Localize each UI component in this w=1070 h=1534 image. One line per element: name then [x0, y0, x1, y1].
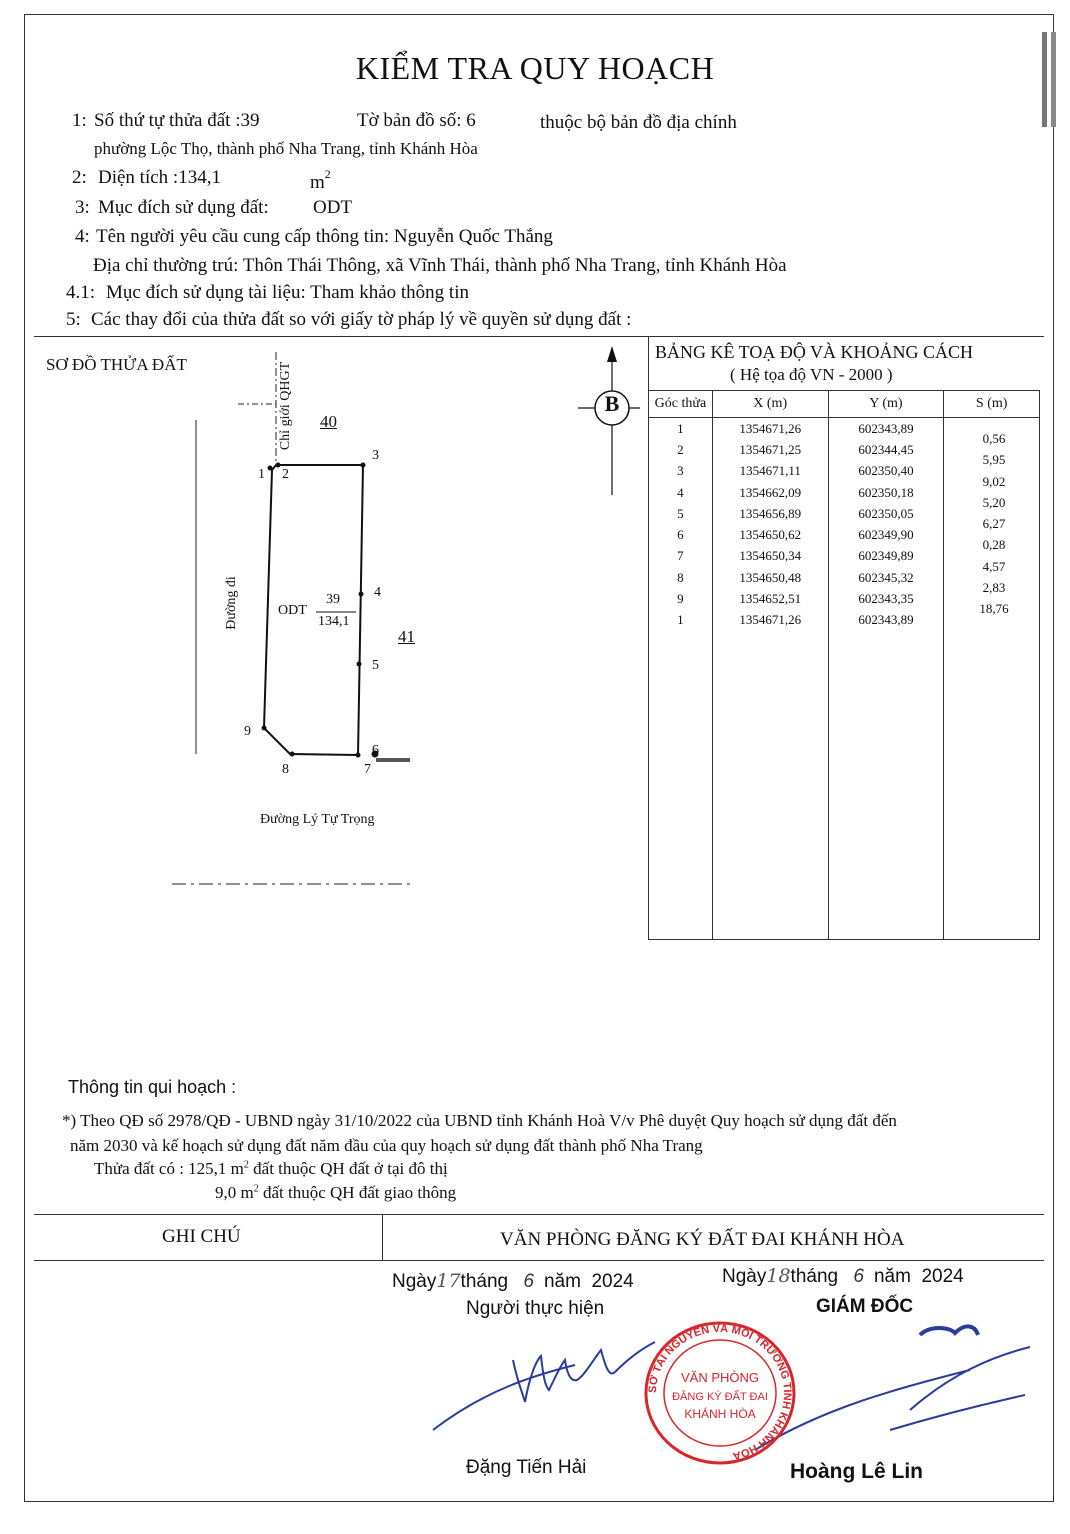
- planning-line-3: Thửa đất có : 125,1 $m^2$ đất thuộc QH đất ở tại đô thị: [94, 1159, 448, 1178]
- divider-info: [34, 336, 1044, 337]
- cell-x: 1354671,26: [712, 610, 828, 631]
- cell-x: 1354650,62: [712, 524, 828, 545]
- stamp-line-1: VĂN PHÒNG: [680, 1370, 760, 1385]
- point-3-mark: [361, 463, 366, 468]
- point-label-7: 7: [364, 762, 371, 777]
- point-7-mark: [356, 753, 361, 758]
- point-9-mark: [262, 726, 267, 731]
- page-title: KIỂM TRA QUY HOẠCH: [355, 50, 715, 86]
- point-8-mark: [290, 752, 295, 757]
- right-date: Ngày18tháng 6 năm 2024: [722, 1265, 964, 1287]
- distance-value: 5,20: [982, 494, 1006, 510]
- header-x: X (m): [712, 391, 828, 418]
- info-3-number: 3:: [75, 197, 90, 218]
- info-area-unit: $m^2$: [310, 167, 331, 193]
- road-bottom-label: Đường Lý Tự Trọng: [260, 812, 375, 827]
- cell-y: 602343,89: [828, 610, 944, 631]
- info-requester: Tên người yêu cầu cung cấp thông tin: Nguyễn Quốc Thắng: [96, 226, 553, 247]
- distance-value: 9,02: [982, 473, 1006, 489]
- office-stamp-icon: [640, 1318, 800, 1468]
- cell-y: 602343,35: [828, 588, 944, 609]
- left-signature-icon: [425, 1320, 665, 1440]
- divider-footer-vertical: [382, 1214, 383, 1260]
- cell-x: 1354671,25: [712, 439, 828, 460]
- info-changes: Các thay đổi của thửa đất so với giấy tờ pháp lý về quyền sử dụng đất :: [91, 309, 632, 330]
- divider-footer-mid: [34, 1260, 1044, 1261]
- divider-footer-top: [34, 1214, 1044, 1215]
- cell-y: 602349,90: [828, 524, 944, 545]
- distance-column: [948, 428, 1040, 620]
- info-map-sheet: Tờ bản đồ số: 6: [357, 110, 476, 131]
- cell-y: 602343,89: [828, 418, 944, 440]
- cell-corner: 6: [649, 524, 713, 545]
- distance-value: 18,76: [979, 601, 1009, 617]
- cell-corner: 1: [649, 418, 713, 440]
- info-area: Diện tích :134,1: [98, 167, 221, 188]
- point-1-mark: [268, 466, 273, 471]
- stamp-ring-text: SỞ TÀI NGUYÊN VÀ MÔI TRƯỜNG TỈNH KHÁNH HÒA: [646, 1322, 794, 1462]
- cell-x: 1354671,26: [712, 418, 828, 440]
- cell-corner: 1: [649, 610, 713, 631]
- parcel-number: 39: [326, 592, 340, 607]
- distance-value: 6,27: [982, 516, 1006, 532]
- distance-value: 4,57: [982, 558, 1006, 574]
- coord-table-title: BẢNG KÊ TOẠ ĐỘ VÀ KHOẢNG CÁCH: [655, 342, 974, 362]
- cell-corner: 2: [649, 439, 713, 460]
- cell-y: 602349,89: [828, 546, 944, 567]
- table-filler: [649, 631, 1040, 940]
- cell-x: 1354652,51: [712, 588, 828, 609]
- planning-heading: Thông tin qui hoạch :: [68, 1077, 237, 1097]
- note-label: GHI CHÚ: [162, 1226, 241, 1247]
- north-letter: B: [604, 391, 620, 416]
- parcel-area: 134,1: [318, 614, 350, 629]
- left-signer-name: Đặng Tiến Hải: [466, 1457, 587, 1478]
- info-purpose: Mục đích sử dụng tài liệu: Tham khảo thông tin: [106, 282, 469, 303]
- info-41-number: 4.1:: [66, 282, 96, 303]
- right-role: GIÁM ĐỐC: [816, 1296, 914, 1317]
- planning-line-2: năm 2030 và kế hoạch sử dụng đất năm đầu của quy hoạch sử dụng đất thành phố Nha Trang: [70, 1136, 703, 1155]
- cell-y: 602350,40: [828, 461, 944, 482]
- distance-value: 5,95: [982, 452, 1006, 468]
- boundary-label: Chỉ giới QHGT: [278, 361, 293, 451]
- cell-y: 602350,05: [828, 503, 944, 524]
- info-2-number: 2:: [72, 167, 87, 188]
- cell-corner: 9: [649, 588, 713, 609]
- distance-value: 2,83: [982, 580, 1006, 596]
- point-label-8: 8: [282, 762, 289, 777]
- right-signer-name: Hoàng Lê Lin: [790, 1460, 923, 1483]
- header-s: S (m): [944, 391, 1040, 418]
- left-role: Người thực hiện: [466, 1298, 605, 1319]
- point-label-6: 6: [372, 743, 379, 758]
- stamp-line-2: ĐĂNG KÝ ĐẤT ĐAI: [672, 1391, 768, 1403]
- point-label-9: 9: [244, 724, 251, 739]
- point-label-2: 2: [282, 467, 289, 482]
- parcel-40-label: 40: [320, 412, 337, 431]
- info-parcel-number: Số thứ tự thửa đất :39: [94, 110, 260, 131]
- cell-y: 602350,18: [828, 482, 944, 503]
- boundary-label-wrap: [277, 352, 295, 462]
- parcel-41-label: 41: [398, 627, 415, 646]
- cell-corner: 4: [649, 482, 713, 503]
- diagram-title: SƠ ĐỒ THỬA ĐẤT: [46, 355, 187, 374]
- point-label-3: 3: [372, 448, 379, 463]
- cell-corner: 8: [649, 567, 713, 588]
- left-date: Ngày17tháng 6 năm 2024: [392, 1270, 634, 1292]
- cell-x: 1354662,09: [712, 482, 828, 503]
- point-label-4: 4: [374, 585, 381, 600]
- cell-y: 602345,32: [828, 567, 944, 588]
- point-2-mark: [276, 463, 281, 468]
- point-label-1: 1: [258, 467, 265, 482]
- header-corner: Góc thửa: [649, 391, 713, 418]
- cell-corner: 5: [649, 503, 713, 524]
- point-5-mark: [357, 662, 362, 667]
- distance-value: 0,56: [982, 431, 1006, 446]
- road-left-wrap: [222, 565, 242, 645]
- info-1-number: 1:: [72, 110, 87, 131]
- cell-y: 602344,45: [828, 439, 944, 460]
- planning-line-1: *) Theo QĐ số 2978/QĐ - UBND ngày 31/10/2022 của UBND tỉnh Khánh Hoà V/v Phê duyệt Quy hoạch sử dụng đất đến: [62, 1111, 897, 1130]
- coord-table-subtitle: ( Hệ tọa độ VN - 2000 ): [730, 365, 893, 384]
- cell-x: 1354650,48: [712, 567, 828, 588]
- north-arrow-head: [607, 346, 617, 362]
- road-left-label: Đường đi: [224, 576, 239, 630]
- stamp-line-3: KHÁNH HÒA: [684, 1407, 756, 1421]
- parcel-type: ODT: [278, 603, 307, 618]
- info-usage-value: ODT: [313, 197, 353, 218]
- info-cadastral: thuộc bộ bản đồ địa chính: [540, 112, 737, 133]
- office-name: VĂN PHÒNG ĐĂNG KÝ ĐẤT ĐAI KHÁNH HÒA: [500, 1229, 905, 1250]
- info-usage-label: Mục đích sử dụng đất:: [98, 197, 269, 218]
- distance-value: 0,28: [982, 537, 1006, 553]
- cell-x: 1354650,34: [712, 546, 828, 567]
- info-address: Địa chỉ thường trú: Thôn Thái Thông, xã Vĩnh Thái, thành phố Nha Trang, tỉnh Khánh Hòa: [93, 255, 787, 276]
- cell-x: 1354656,89: [712, 503, 828, 524]
- info-ward: phường Lộc Thọ, thành phố Nha Trang, tỉnh Khánh Hòa: [94, 139, 478, 158]
- cell-corner: 3: [649, 461, 713, 482]
- point-label-5: 5: [372, 658, 379, 673]
- cell-x: 1354671,11: [712, 461, 828, 482]
- info-4-number: 4:: [75, 226, 90, 247]
- table-left-border: [648, 336, 649, 390]
- info-5-number: 5:: [66, 309, 81, 330]
- coord-table-header: [649, 391, 1040, 418]
- header-y: Y (m): [828, 391, 944, 418]
- point-4-mark: [359, 592, 364, 597]
- planning-line-4: 9,0 $m^2$ đất thuộc QH đất giao thông: [215, 1183, 457, 1202]
- cell-corner: 7: [649, 546, 713, 567]
